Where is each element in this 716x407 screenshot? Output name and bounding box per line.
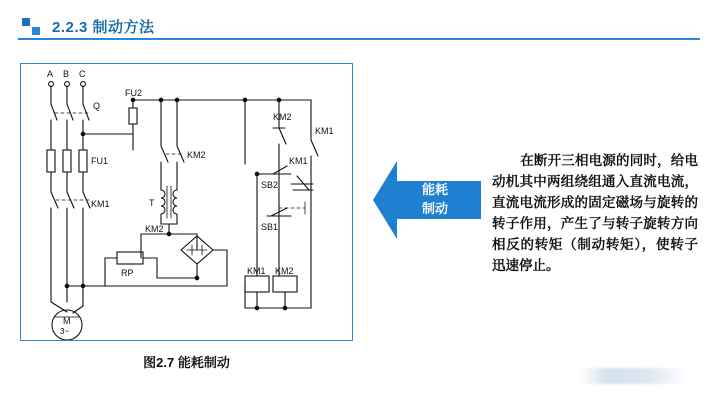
label-sb2: SB2 (261, 180, 279, 190)
label-km1-coil: KM1 (247, 266, 266, 276)
label-transformer: T (149, 198, 155, 208)
square-icon-small (32, 27, 40, 35)
callout-arrow (373, 145, 481, 255)
label-km2-rect: KM2 (145, 224, 164, 234)
callout-line-2: 能耗 (421, 182, 448, 197)
label-km2-transformer: KM2 (187, 150, 206, 160)
paragraph-text: 在断开三相电源的同时，给电动机其中两组绕组通入直流电流，直流电流形成的固定磁场与旋转的转子作用，产生了与转子旋转方向相反的转矩（制动转矩），使转子迅速停止。 (492, 153, 698, 273)
label-phase-b: B (63, 69, 70, 79)
label-km2-coil-top: KM2 (273, 112, 292, 122)
slide-header (0, 8, 716, 42)
label-km1-contact-right: KM1 (315, 126, 334, 136)
label-km1-aux: KM1 (289, 156, 308, 166)
figure-panel (20, 63, 353, 341)
label-phase-a: A (47, 69, 54, 79)
label-sb1: SB1 (261, 222, 279, 232)
callout-text (399, 161, 471, 218)
label-phase-c: C (79, 69, 86, 79)
label-q: Q (93, 101, 101, 111)
label-km1-main: KM1 (91, 199, 110, 209)
header-square-icon (22, 18, 42, 36)
square-icon-large (22, 18, 30, 26)
callout-line-1: （1） (418, 163, 452, 178)
page-title: 2.2.3 制动方法 (52, 19, 155, 36)
body-paragraph (492, 150, 698, 276)
label-fu1: FU1 (91, 156, 109, 166)
watermark-smudge (580, 368, 690, 384)
label-motor-m: M (63, 316, 71, 326)
label-motor-phase: 3~ (60, 327, 70, 336)
label-rp: RP (121, 268, 134, 278)
label-km2-coil: KM2 (275, 266, 294, 276)
figure-caption: 图2.7 能耗制动 (143, 355, 230, 370)
header-divider (18, 38, 700, 40)
label-fu2: FU2 (125, 88, 143, 98)
circuit-diagram (21, 64, 352, 340)
callout-line-3: 制动 (421, 201, 448, 216)
